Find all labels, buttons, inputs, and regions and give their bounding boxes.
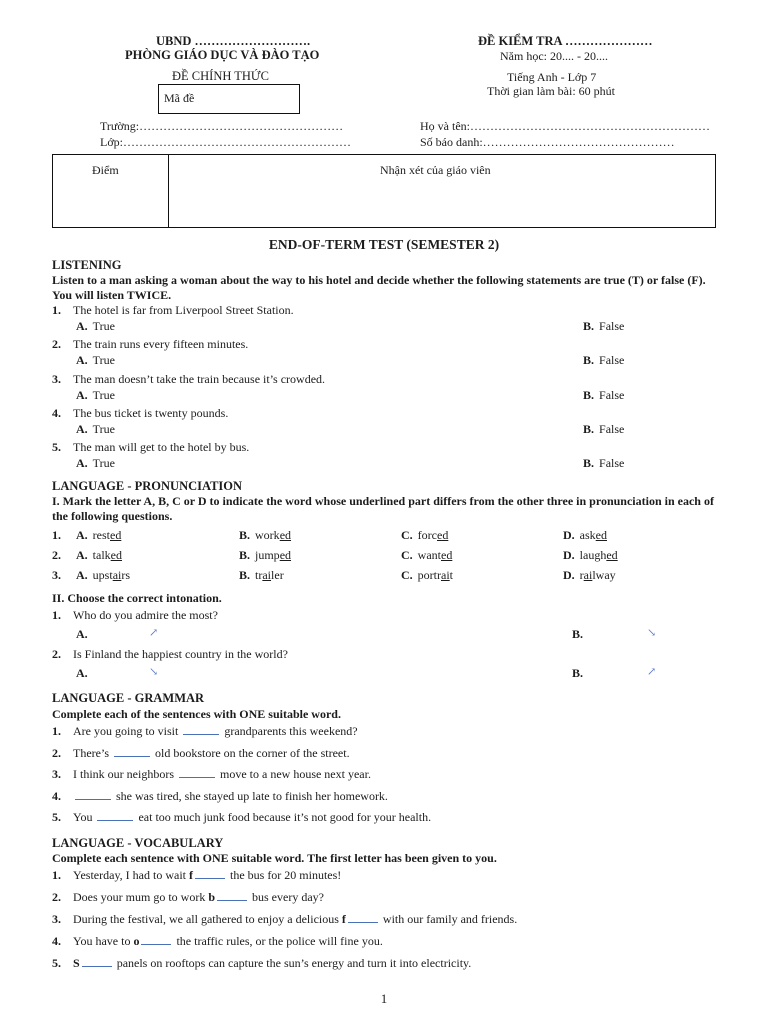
question-line <box>52 889 324 905</box>
option-true[interactable] <box>76 318 115 334</box>
sentence-before: You have to <box>73 934 134 948</box>
duration-line: Thời gian làm bài: 60 phút <box>487 84 615 98</box>
answer-blank[interactable] <box>114 745 150 757</box>
question-text: The man doesn’t take the train because it’s crowded. <box>73 371 326 386</box>
option-false[interactable] <box>583 318 624 334</box>
question-number: 3. <box>52 767 61 781</box>
option-letter: B. <box>572 627 584 641</box>
given-letter: f <box>188 868 193 882</box>
question-number: 1. <box>52 608 61 622</box>
question-line <box>52 867 341 883</box>
answer-blank[interactable] <box>179 766 215 778</box>
sentence-before: I think our neighbors <box>73 767 177 781</box>
given-letter: S <box>73 956 80 970</box>
option-word <box>418 528 449 542</box>
question-line <box>52 646 288 662</box>
question-number: 1. <box>52 303 61 317</box>
answer-option[interactable] <box>76 527 121 543</box>
question-line <box>52 745 350 761</box>
answer-option[interactable] <box>239 567 284 583</box>
option-letter: B. <box>572 666 584 680</box>
option-letter: B. <box>583 456 595 471</box>
option-false[interactable] <box>583 387 624 403</box>
grade-box-divider <box>168 155 169 227</box>
question-number: 2. <box>52 745 61 760</box>
option-word <box>418 568 453 582</box>
test-title-vn: ĐỀ KIỂM TRA ………………… <box>478 34 653 48</box>
option-text: True <box>92 353 115 368</box>
pronunciation-heading: LANGUAGE - PRONUNCIATION <box>52 479 243 493</box>
question-number: 1. <box>52 868 61 882</box>
question-number: 2. <box>52 337 61 352</box>
option-letter: A. <box>76 456 88 471</box>
exam-code-box[interactable] <box>158 84 300 114</box>
question-number: 5. <box>52 810 61 824</box>
option-letter: B. <box>239 528 251 542</box>
question-text: Who do you admire the most? <box>73 608 218 622</box>
underlined-part: ed <box>110 548 122 562</box>
option-letter: B. <box>239 548 251 562</box>
option-text: False <box>599 421 625 436</box>
underlined-part: ed <box>437 528 449 542</box>
student-id-field[interactable]: Số báo danh:………………………………………… <box>420 135 675 149</box>
word-part: ask <box>579 528 596 542</box>
falling-arrow-icon: ↘ <box>647 627 657 639</box>
sentence-after: panels on rooftops can capture the sun’s energy and turn it into electricity. <box>113 956 472 970</box>
option-false[interactable] <box>583 421 624 437</box>
word-part: r <box>579 568 584 582</box>
question-line <box>52 788 388 804</box>
word-part: lway <box>592 568 616 582</box>
underlined-part: ed <box>595 528 607 542</box>
question-number: 1. <box>52 528 61 542</box>
given-letter: f <box>341 912 346 926</box>
answer-blank[interactable] <box>183 723 219 735</box>
sentence-before: Yesterday, I had to wait <box>73 868 189 882</box>
intonation-option-b[interactable] <box>572 626 588 642</box>
option-letter: A. <box>76 568 88 582</box>
question-line <box>52 766 371 782</box>
class-field[interactable]: Lớp:………………………………………………… <box>100 135 352 149</box>
question-number: 2. <box>52 890 61 904</box>
option-text: False <box>599 353 625 368</box>
question-number: 3. <box>52 912 61 926</box>
sentence-before: During the festival, we all gathered to enjoy a delicious <box>73 912 342 926</box>
option-word <box>255 548 291 562</box>
ubnd-line: UBND ………………………. <box>156 34 311 48</box>
option-letter: A. <box>76 353 88 368</box>
question-line <box>52 405 228 421</box>
test-title: END-OF-TERM TEST (SEMESTER 2) <box>268 237 500 252</box>
teacher-comment-label: Nhận xét của giáo viên <box>380 163 491 177</box>
vocabulary-heading: LANGUAGE - VOCABULARY <box>52 836 224 850</box>
option-letter: D. <box>563 568 575 582</box>
answer-blank[interactable] <box>75 788 111 800</box>
underlined-part: ed <box>606 548 618 562</box>
underlined-part: ed <box>279 528 292 542</box>
word-part: upst <box>92 568 113 582</box>
question-number: 2. <box>52 548 61 562</box>
official-label: ĐỀ CHÍNH THỨC <box>172 69 269 83</box>
question-line <box>52 911 517 927</box>
underlined-part: ai <box>441 568 450 582</box>
given-letter: o <box>133 934 140 948</box>
rising-arrow-icon: ↗ <box>149 627 159 639</box>
intonation-option-b[interactable] <box>572 665 588 681</box>
underlined-part: ed <box>110 528 122 542</box>
sentence-before: There’s <box>73 745 112 760</box>
question-number: 3. <box>52 371 61 386</box>
listening-heading: LISTENING <box>52 258 122 272</box>
sentence-after: the bus for 20 minutes! <box>226 868 342 882</box>
option-letter: A. <box>76 421 88 436</box>
answer-blank[interactable] <box>348 911 378 923</box>
answer-option[interactable] <box>239 547 291 563</box>
option-letter: D. <box>563 548 575 562</box>
question-text: Is Finland the happiest country in the world? <box>73 647 288 661</box>
grade-box <box>52 154 716 228</box>
underlined-part: ai <box>583 568 593 582</box>
word-part: rs <box>121 568 131 582</box>
word-part: t <box>449 568 454 582</box>
question-number: 4. <box>52 934 61 948</box>
falling-arrow-icon: ↘ <box>149 666 159 678</box>
grammar-instruction: Complete each of the sentences with ONE suitable word. <box>52 707 341 721</box>
intonation-option-a[interactable] <box>76 665 93 681</box>
vocabulary-instruction: Complete each sentence with ONE suitable word. The first letter has been given to you. <box>52 851 497 865</box>
question-line <box>52 302 294 318</box>
sentence-after: old bookstore on the corner of the street. <box>151 745 350 760</box>
sentence-before: You <box>73 810 96 824</box>
question-line <box>52 567 73 583</box>
word-part: talk <box>92 548 111 562</box>
answer-blank[interactable] <box>97 809 133 821</box>
answer-blank[interactable] <box>217 889 247 901</box>
option-text: True <box>92 387 115 402</box>
option-true[interactable] <box>76 421 115 437</box>
question-text: The hotel is far from Liverpool Street Station. <box>73 303 294 317</box>
underlined-part: ed <box>441 548 453 562</box>
option-letter: B. <box>583 387 595 402</box>
sentence-after: bus every day? <box>249 890 324 904</box>
option-true[interactable] <box>76 352 115 368</box>
option-word <box>255 568 284 582</box>
option-letter: B. <box>583 353 595 368</box>
question-line <box>52 723 358 739</box>
question-line <box>52 527 73 543</box>
option-text: True <box>92 421 115 436</box>
option-text: False <box>599 319 625 333</box>
word-part: work <box>255 528 280 542</box>
option-letter: D. <box>563 528 575 542</box>
option-letter: C. <box>401 548 413 562</box>
option-letter: B. <box>583 421 595 436</box>
option-letter: B. <box>583 319 595 333</box>
sentence-after: move to a new house next year. <box>217 767 371 781</box>
rising-arrow-icon: ↗ <box>647 666 657 678</box>
answer-option[interactable] <box>76 567 130 583</box>
option-false[interactable] <box>583 455 624 471</box>
answer-option[interactable] <box>239 527 291 543</box>
question-line <box>52 439 249 455</box>
option-text: True <box>92 456 115 471</box>
intonation-instruction: II. Choose the correct intonation. <box>52 591 222 605</box>
word-part: jump <box>255 548 280 562</box>
option-letter: A. <box>76 666 88 680</box>
option-word <box>418 548 453 562</box>
underlined-part: ai <box>262 568 272 582</box>
word-part: portr <box>417 568 441 582</box>
name-field[interactable]: Họ và tên:…………………………………………………… <box>420 119 710 133</box>
option-word <box>255 528 291 542</box>
school-year: Năm học: 20.... - 20.... <box>500 49 608 63</box>
page-number: 1 <box>380 991 388 1006</box>
option-letter: A. <box>76 528 88 542</box>
option-text: False <box>599 456 625 471</box>
department-name: PHÒNG GIÁO DỤC VÀ ĐÀO TẠO <box>125 48 320 62</box>
word-part: laugh <box>579 548 607 562</box>
question-line <box>52 955 471 971</box>
question-number: 1. <box>52 724 61 738</box>
option-letter: A. <box>76 548 88 562</box>
sentence-before: Are you going to visit <box>73 724 182 738</box>
question-line <box>52 371 325 387</box>
intonation-option-a[interactable] <box>76 626 93 642</box>
option-word <box>93 568 130 582</box>
option-word <box>93 528 122 542</box>
option-letter: C. <box>401 568 413 582</box>
question-line <box>52 809 431 825</box>
question-text: The bus ticket is twenty pounds. <box>73 405 229 420</box>
answer-option[interactable] <box>563 527 607 543</box>
answer-blank[interactable] <box>141 933 171 945</box>
question-text: The train runs every fifteen minutes. <box>73 337 249 352</box>
option-text: False <box>599 387 625 402</box>
word-part: forc <box>417 528 437 542</box>
question-number: 3. <box>52 568 61 582</box>
option-letter: A. <box>76 627 88 641</box>
sentence-after: eat too much junk food because it’s not good for your health. <box>135 810 432 824</box>
school-field[interactable]: Trường:…………………………………………… <box>100 119 344 133</box>
word-part: want <box>417 548 441 562</box>
option-letter: A. <box>76 319 88 333</box>
answer-blank[interactable] <box>82 955 112 967</box>
answer-option[interactable] <box>401 567 453 583</box>
subject-line: Tiếng Anh - Lớp 7 <box>507 70 597 84</box>
option-word <box>580 568 616 582</box>
sentence-after: grandparents this weekend? <box>221 724 358 738</box>
question-number: 4. <box>52 788 61 803</box>
question-line <box>52 547 73 563</box>
question-number: 5. <box>52 440 61 455</box>
option-word <box>580 528 607 542</box>
option-word <box>580 548 618 562</box>
answer-option[interactable] <box>401 527 448 543</box>
sentence-before: Does your mum go to work <box>73 890 209 904</box>
sentence-after: she was tired, she stayed up late to finish her homework. <box>113 788 388 803</box>
word-part: tr <box>255 568 263 582</box>
score-label: Điểm <box>92 163 119 177</box>
option-false[interactable] <box>583 352 624 368</box>
sentence-after: the traffic rules, or the police will fine you. <box>173 934 383 948</box>
option-text: True <box>92 319 115 333</box>
sentence-after: with our family and friends. <box>379 912 518 926</box>
question-line <box>52 607 218 623</box>
underlined-part: ai <box>112 568 122 582</box>
question-text: The man will get to the hotel by bus. <box>73 440 250 455</box>
option-letter: A. <box>76 387 88 402</box>
word-part: ler <box>271 568 284 582</box>
option-letter: B. <box>239 568 251 582</box>
exam-code-label: Mã đề <box>164 91 195 105</box>
grammar-heading: LANGUAGE - GRAMMAR <box>52 691 205 705</box>
question-number: 4. <box>52 405 61 420</box>
pronunciation-instruction: I. Mark the letter A, B, C or D to indicate the word whose underlined part differs from the other three in pronunciation in each of the following questions. <box>52 494 714 523</box>
option-true[interactable] <box>76 455 115 471</box>
answer-option[interactable] <box>563 547 618 563</box>
question-number: 5. <box>52 956 61 970</box>
given-letter: b <box>208 890 216 904</box>
question-number: 2. <box>52 647 61 661</box>
listening-instruction: Listen to a man asking a woman about the way to his hotel and decide whether the following statements are true (T) or false (F). You will listen TWICE. <box>52 273 706 302</box>
answer-blank[interactable] <box>195 867 225 879</box>
word-part: rest <box>92 528 110 542</box>
option-true[interactable] <box>76 387 115 403</box>
answer-option[interactable] <box>563 567 616 583</box>
option-letter: C. <box>401 528 413 542</box>
question-line <box>52 933 383 949</box>
answer-option[interactable] <box>401 547 452 563</box>
question-line <box>52 336 248 352</box>
underlined-part: ed <box>279 548 292 562</box>
answer-option[interactable] <box>76 547 122 563</box>
option-word <box>93 548 122 562</box>
